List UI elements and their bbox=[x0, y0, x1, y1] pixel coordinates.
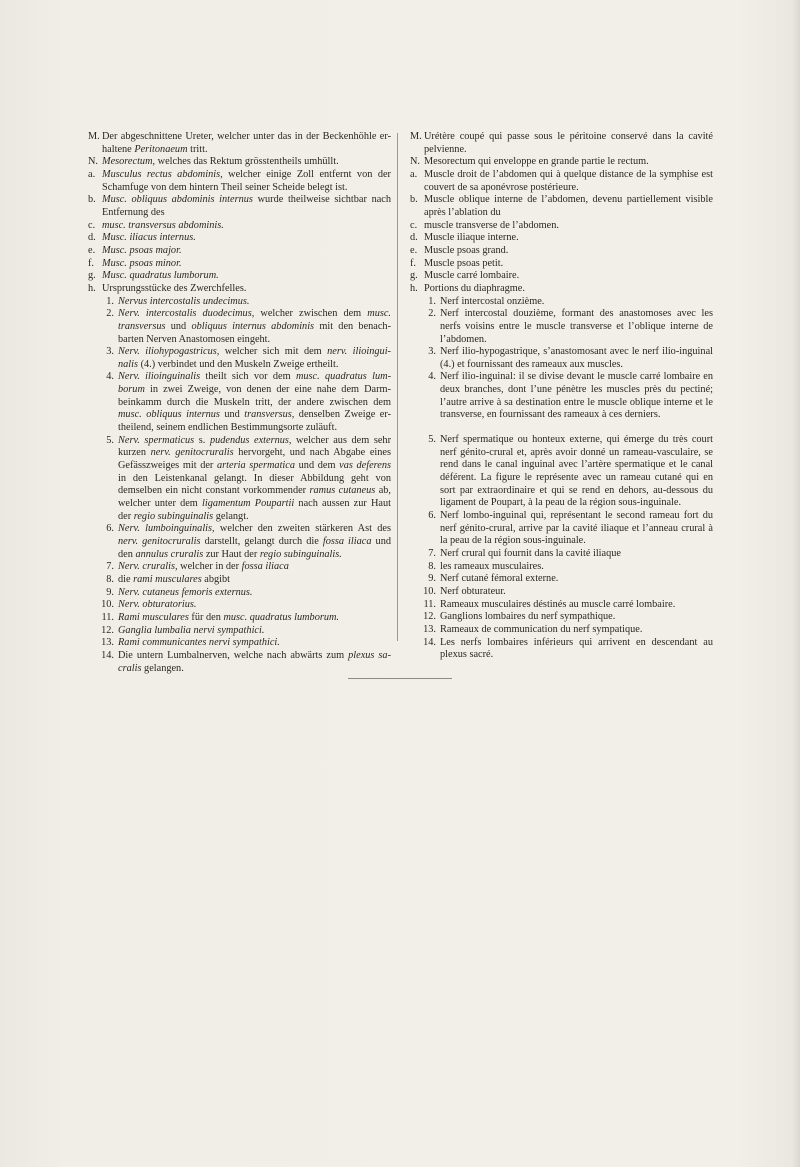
german-legend-entry bbox=[88, 599, 391, 612]
french-legend-entry bbox=[410, 296, 713, 309]
german-legend-entry bbox=[88, 194, 391, 219]
french-legend-entry bbox=[410, 599, 713, 612]
legend-marker: 2. bbox=[428, 308, 436, 320]
german-legend-entry bbox=[88, 296, 391, 309]
legend-marker: c. bbox=[410, 219, 418, 231]
legend-marker: N. bbox=[88, 156, 99, 168]
french-legend-entry bbox=[410, 637, 713, 662]
legend-marker: 7. bbox=[428, 548, 436, 559]
german-legend-entry bbox=[88, 245, 391, 258]
legend-text: Muscle psoas grand. bbox=[424, 244, 509, 256]
legend-text: Ganglia lumbalia nervi sympathici. bbox=[118, 624, 265, 636]
french-legend-entry bbox=[410, 258, 713, 271]
german-legend-entry bbox=[88, 612, 391, 625]
legend-marker: 11. bbox=[423, 598, 436, 610]
legend-text: musc. transversus abdominis. bbox=[102, 219, 224, 231]
legend-text: Rami communicantes nervi sympathici. bbox=[118, 637, 280, 649]
legend-marker: 4. bbox=[106, 371, 114, 383]
legend-marker: a. bbox=[88, 168, 96, 180]
french-legend-entry bbox=[410, 308, 713, 346]
legend-text: Muscle droit de l’abdomen qui à quelque distance de la symphise est couvert de sa aponévrose postérieure. bbox=[424, 168, 713, 193]
legend-marker: 5. bbox=[106, 434, 114, 446]
german-legend-entry bbox=[88, 574, 391, 587]
french-legend-entry bbox=[410, 245, 713, 258]
legend-text: Nerf lombo-inguinal qui, représentant le second rameau fort du nerf génito-crural, arrive par la cavité iliaque et l’anneau crural à la peau de la région sous-inguinale. bbox=[440, 510, 713, 547]
french-legend-entry bbox=[410, 611, 713, 624]
legend-text: Ursprungsstücke des Zwerchfelles. bbox=[102, 282, 247, 294]
legend-marker: 5. bbox=[428, 434, 436, 446]
legend-text: Urétère coupé qui passe sous le péritoine conservé dans la cavité pelvienne. bbox=[424, 131, 713, 155]
legend-marker: 10. bbox=[101, 599, 114, 611]
german-legend-entry bbox=[88, 625, 391, 638]
french-legend-entry bbox=[410, 232, 713, 245]
legend-marker: 14. bbox=[423, 636, 436, 648]
legend-marker: 4. bbox=[428, 371, 436, 383]
legend-marker: d. bbox=[410, 232, 418, 244]
legend-marker: f. bbox=[410, 257, 417, 269]
legend-marker: 3. bbox=[428, 346, 436, 358]
legend-marker: 6. bbox=[428, 510, 436, 522]
legend-marker: N. bbox=[410, 156, 421, 168]
legend-text: Nerf cutané fémoral externe. bbox=[440, 573, 559, 585]
legend-marker: 3. bbox=[106, 346, 114, 358]
legend-marker: M. bbox=[410, 131, 422, 142]
french-legend-entry bbox=[410, 548, 713, 561]
legend-text: Mesorectum qui enveloppe en grande partie le rectum. bbox=[424, 156, 649, 168]
legend-text: Der abgeschnittene Ureter, welcher unter das in der Beckenhöhle er-haltene Peritonaeum tritt. bbox=[102, 131, 391, 155]
french-legend-entry bbox=[410, 510, 713, 548]
legend-marker: g. bbox=[88, 270, 96, 282]
legend-text: Muscle oblique interne de l’abdomen, devenu partiellement visible après l’ablation du bbox=[424, 194, 713, 218]
legend-marker: h. bbox=[88, 282, 96, 294]
legend-text: Nerv. spermaticus s. pudendus externus, welcher aus dem sehr kurzen nerv. genitocruralis hervorgeht, und nach Abgabe eines Gefässzweiges mit der arteria spermatica und dem vas deferens in den Leistenkanal gelangt. In dieser Abbildung geht von demselben ein nicht constant vorkommender ramus cutaneus ab, welcher unter dem ligamentum Poupartii nach aussen zur Haut der regio subinguinalis gelangt. bbox=[118, 434, 392, 522]
legend-marker: 12. bbox=[101, 624, 114, 636]
french-legend-entry bbox=[410, 270, 713, 283]
legend-text: Nerv. lumboinguinalis, welcher den zweiten stärkeren Ast des nerv. genitocruralis darstellt, gelangt durch die fossa iliaca und den annulus cruralis zur Haut der regio subinguinalis. bbox=[118, 523, 391, 560]
legend-text: Nerf intercostal onzième. bbox=[440, 295, 545, 307]
french-legend-entry bbox=[410, 131, 713, 156]
german-legend-entry bbox=[88, 371, 391, 434]
legend-marker: 8. bbox=[428, 560, 436, 572]
legend-marker: 14. bbox=[101, 649, 114, 661]
legend-text: Muscle psoas petit. bbox=[424, 257, 504, 269]
legend-text: Nerf ilio-hypogastrique, s’anastomosant avec le nerf ilio-inguinal (4.) et fournissant des rameaux aux muscles. bbox=[440, 346, 713, 370]
legend-marker: 11. bbox=[101, 611, 114, 623]
french-legend-entry bbox=[410, 169, 713, 194]
french-legend-entry bbox=[410, 586, 713, 599]
french-column bbox=[410, 131, 713, 662]
legend-text: Rami musculares für den musc. quadratus lumborum. bbox=[118, 611, 340, 623]
legend-marker: 9. bbox=[428, 573, 436, 585]
german-legend-entry bbox=[88, 131, 391, 156]
german-legend-entry bbox=[88, 650, 391, 675]
legend-marker: 7. bbox=[106, 561, 114, 573]
paragraph-gap bbox=[410, 422, 713, 434]
legend-marker: c. bbox=[88, 219, 96, 231]
legend-text: Ganglions lombaires du nerf sympathique. bbox=[440, 611, 616, 623]
german-legend-entry bbox=[88, 156, 391, 169]
french-legend-entry bbox=[410, 194, 713, 219]
legend-text: Mesorectum, welches das Rektum grösstentheils umhüllt. bbox=[102, 156, 339, 168]
legend-text: Nerf ilio-inguinal: il se divise devant le muscle carré lombaire en deux branches, dont l’une pénètre les muscles près du pectiné; l’autre arrive à sa destination entre le muscle oblique interne et le transverse, en fournissant des rameaux à ces derniers. bbox=[440, 371, 713, 421]
legend-text: Portions du diaphragme. bbox=[424, 282, 525, 294]
german-legend-entry bbox=[88, 232, 391, 245]
german-legend-entry bbox=[88, 270, 391, 283]
legend-marker: 9. bbox=[106, 586, 114, 598]
legend-text: Les nerfs lombaires inférieurs qui arrivent en descendant au plexus sacré. bbox=[440, 636, 713, 661]
german-legend-entry bbox=[88, 523, 391, 561]
french-legend-entry bbox=[410, 371, 713, 422]
french-legend-entry bbox=[410, 220, 713, 233]
legend-marker: d. bbox=[88, 232, 96, 244]
legend-text: Nerv. iliohypogastricus, welcher sich mit dem nerv. ilioingui-nalis (4.) verbindet und den Muskeln Zweige ertheilt. bbox=[118, 346, 391, 370]
legend-text: die rami musculares abgibt bbox=[118, 573, 231, 585]
legend-text: Nerv. cutaneus femoris externus. bbox=[118, 586, 253, 598]
legend-text: Muscle carré lombaire. bbox=[424, 270, 520, 282]
legend-marker: 13. bbox=[423, 623, 436, 635]
legend-text: muscle transverse de l’abdomen. bbox=[424, 219, 559, 231]
french-legend-entry bbox=[410, 283, 713, 296]
end-rule bbox=[348, 678, 452, 679]
legend-text: Rameaux musculaires déstinés au muscle carré lombaire. bbox=[440, 598, 676, 610]
legend-text: Musc. iliacus internus. bbox=[102, 232, 196, 244]
legend-marker: M. bbox=[88, 131, 100, 142]
legend-marker: 1. bbox=[106, 295, 114, 307]
french-legend-entry bbox=[410, 434, 713, 510]
legend-text: Musc. quadratus lumborum. bbox=[102, 270, 219, 282]
legend-text: Nerv. cruralis, welcher in der fossa iliaca bbox=[118, 561, 289, 573]
legend-text: Musc. psoas minor. bbox=[102, 257, 182, 269]
legend-marker: 10. bbox=[423, 585, 436, 597]
legend-marker: 8. bbox=[106, 573, 114, 585]
german-legend-entry bbox=[88, 258, 391, 271]
legend-marker: e. bbox=[88, 244, 96, 256]
legend-marker: b. bbox=[410, 194, 418, 206]
legend-marker: 13. bbox=[101, 637, 114, 649]
legend-marker: 6. bbox=[106, 523, 114, 535]
legend-marker: e. bbox=[410, 244, 418, 256]
legend-text: Rameaux de communication du nerf sympatique. bbox=[440, 623, 643, 635]
french-legend-entry bbox=[410, 156, 713, 169]
legend-text: Die untern Lumbalnerven, welche nach abwärts zum plexus sa-cralis gelangen. bbox=[118, 649, 391, 674]
french-legend-entry bbox=[410, 573, 713, 586]
column-divider bbox=[397, 133, 398, 641]
legend-text: Nerv. intercostalis duodecimus, welcher zwischen dem musc. transversus und obliquus internus abdominis mit den benach-barten Nerven Anastomosen eingeht. bbox=[118, 308, 392, 345]
legend-text: Nerf crural qui fournit dans la cavité iliaque bbox=[440, 548, 621, 559]
legend-text: les rameaux musculaires. bbox=[440, 560, 544, 572]
german-legend-entry bbox=[88, 283, 391, 296]
legend-marker: f. bbox=[88, 257, 95, 269]
legend-marker: h. bbox=[410, 282, 418, 294]
german-legend-entry bbox=[88, 346, 391, 371]
legend-marker: 1. bbox=[428, 295, 436, 307]
legend-marker: g. bbox=[410, 270, 418, 282]
legend-text: Nervus intercostalis undecimus. bbox=[118, 295, 250, 307]
german-legend-entry bbox=[88, 561, 391, 574]
legend-text: Nerv. ilioinguinalis theilt sich vor dem musc. quadratus lum-borum in zwei Zweige, von denen der eine nahe dem Darm-beinkamm durch die Muskeln tritt, der andere zwischen dem musc. obliquus internus und transversus, denselben Zweige er-theilend, seinem endlichen Bestimmungsorte zuläuft. bbox=[118, 371, 392, 434]
french-legend-entry bbox=[410, 624, 713, 637]
legend-text: Musc. obliquus abdominis internus wurde theilweise sichtbar nach Entfernung des bbox=[102, 194, 392, 218]
german-legend-entry bbox=[88, 637, 391, 650]
legend-marker: b. bbox=[88, 194, 96, 206]
legend-text: Musculus rectus abdominis, welcher einige Zoll entfernt von der Schamfuge von dem hintern Theil seiner Scheide belegt ist. bbox=[102, 168, 391, 193]
legend-text: Musc. psoas major. bbox=[102, 244, 182, 256]
legend-text: Muscle iliaque interne. bbox=[424, 232, 519, 244]
german-legend-entry bbox=[88, 587, 391, 600]
legend-marker: a. bbox=[410, 168, 418, 180]
german-column bbox=[88, 131, 391, 675]
legend-marker: 12. bbox=[423, 611, 436, 623]
legend-text: Nerf spermatique ou honteux externe, qui émerge du très court nerf génito-crural et, après avoir donné un rameau-vasculaire, se rend dans le canal inguinal avec l’artère spermatique et le canal déférent. La figure le représente avec un rameau cutané qui en sort par extraordinaire et qui se rend en dehors, au-dessous du ligament de Poupart, à la peau de la région sous-inguinale. bbox=[440, 434, 713, 509]
legend-text: Nerv. obturatorius. bbox=[118, 599, 197, 611]
german-legend-entry bbox=[88, 220, 391, 233]
french-legend-entry bbox=[410, 561, 713, 574]
french-legend-entry bbox=[410, 346, 713, 371]
german-legend-entry bbox=[88, 308, 391, 346]
german-legend-entry bbox=[88, 435, 391, 524]
legend-text: Nerf intercostal douzième, formant des anastomoses avec les nerfs voisins entre le muscle transverse et l’oblique interne de l’abdomen. bbox=[440, 308, 713, 345]
legend-text: Nerf obturateur. bbox=[440, 585, 506, 597]
legend-marker: 2. bbox=[106, 308, 114, 320]
german-legend-entry bbox=[88, 169, 391, 194]
page-edge-shadow bbox=[792, 0, 800, 1167]
